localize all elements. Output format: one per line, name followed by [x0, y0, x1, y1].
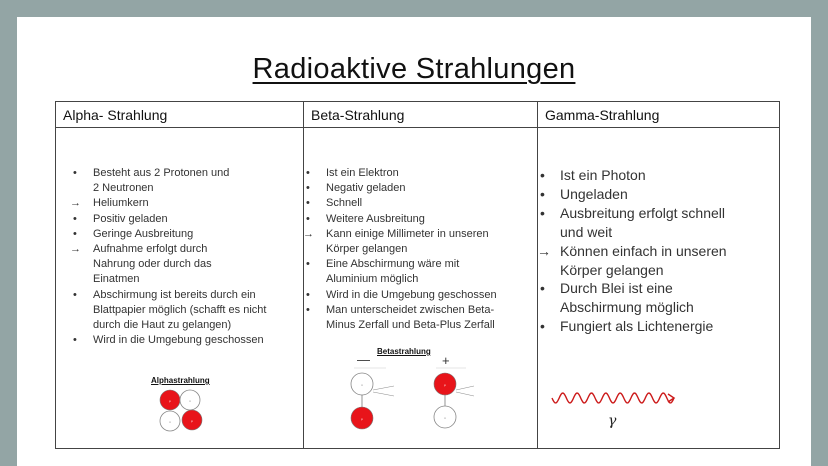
- list-item: • Abschirmung ist bereits durch ein: [71, 288, 296, 303]
- heading-beta: Beta-Strahlung: [311, 107, 405, 123]
- list-item: • Ist ein Photon: [538, 166, 768, 185]
- list-item: → Kann einige Millimeter in unseren: [304, 227, 529, 242]
- list-item-continuation: Einatmen: [93, 273, 140, 286]
- svg-text:n: n: [444, 416, 446, 420]
- gamma-symbol: γ: [608, 413, 617, 429]
- list-item: → Heliumkern: [71, 196, 296, 211]
- heading-alpha: Alpha- Strahlung: [63, 107, 168, 123]
- list-item: • Besteht aus 2 Protonen und: [71, 166, 296, 181]
- slide: [17, 17, 811, 466]
- list-item-continuation: durch die Haut zu gelangen): [93, 319, 232, 332]
- alpha-figure-label: Alphastrahlung: [151, 376, 210, 385]
- list-item-continuation: 2 Neutronen: [93, 182, 154, 195]
- list-item: • Negativ geladen: [304, 181, 529, 196]
- svg-text:p: p: [169, 399, 171, 403]
- list-item-continuation: Nahrung oder durch das: [93, 258, 212, 271]
- list-item-continuation: Abschirmung möglich: [560, 299, 694, 316]
- svg-text:p: p: [444, 383, 446, 387]
- list-item-continuation: Blattpapier möglich (schafft es nicht: [93, 303, 267, 316]
- gamma-wave-diagram: [550, 389, 678, 407]
- header-divider: [56, 127, 779, 128]
- radiation-table: [55, 101, 780, 449]
- list-item: • Durch Blei ist eine: [538, 279, 768, 298]
- list-item-continuation: und weit: [560, 223, 613, 240]
- slide-title: Radioaktive Strahlungen: [252, 53, 576, 85]
- list-item: • Eine Abschirmung wäre mit: [304, 257, 529, 272]
- beta-properties-list: [304, 166, 529, 333]
- beta-figure-label: Betastrahlung: [377, 347, 431, 356]
- list-item: • Man unterscheidet zwischen Beta-: [304, 303, 529, 318]
- svg-text:n: n: [169, 420, 171, 424]
- helium-nucleus-diagram: [154, 386, 208, 436]
- svg-text:n: n: [361, 383, 363, 387]
- list-item: • Schnell: [304, 196, 529, 211]
- gamma-wave-icon: [552, 393, 674, 403]
- list-item: • Ausbreitung erfolgt schnell: [538, 204, 768, 223]
- list-item: • Geringe Ausbreitung: [71, 227, 296, 242]
- svg-text:n: n: [189, 399, 191, 403]
- plus-sign: +: [442, 353, 450, 368]
- gamma-properties-list: [538, 166, 768, 336]
- list-item: • Wird in die Umgebung geschossen: [304, 288, 529, 303]
- list-item: • Fungiert als Lichtenergie: [538, 317, 768, 336]
- heading-gamma: Gamma-Strahlung: [545, 107, 660, 123]
- list-item: • Ist ein Elektron: [304, 166, 529, 181]
- alpha-properties-list: [71, 166, 296, 348]
- list-item-continuation: Körper gelangen: [560, 261, 664, 278]
- list-item-continuation: Körper gelangen: [326, 243, 408, 256]
- list-item: → Aufnahme erfolgt durch: [71, 242, 296, 257]
- list-item: • Wird in die Umgebung geschossen: [71, 333, 296, 348]
- svg-text:p: p: [361, 417, 363, 421]
- list-item: • Positiv geladen: [71, 212, 296, 227]
- list-item: • Ungeladen: [538, 185, 768, 204]
- list-item-continuation: Minus Zerfall und Beta-Plus Zerfall: [326, 319, 495, 332]
- minus-sign: —: [357, 352, 370, 367]
- list-item: • Weitere Ausbreitung: [304, 212, 529, 227]
- list-item: → Können einfach in unseren: [538, 242, 768, 261]
- list-item-continuation: Aluminium möglich: [326, 273, 419, 286]
- beta-decay-diagram: [348, 364, 478, 432]
- svg-text:p: p: [191, 419, 193, 423]
